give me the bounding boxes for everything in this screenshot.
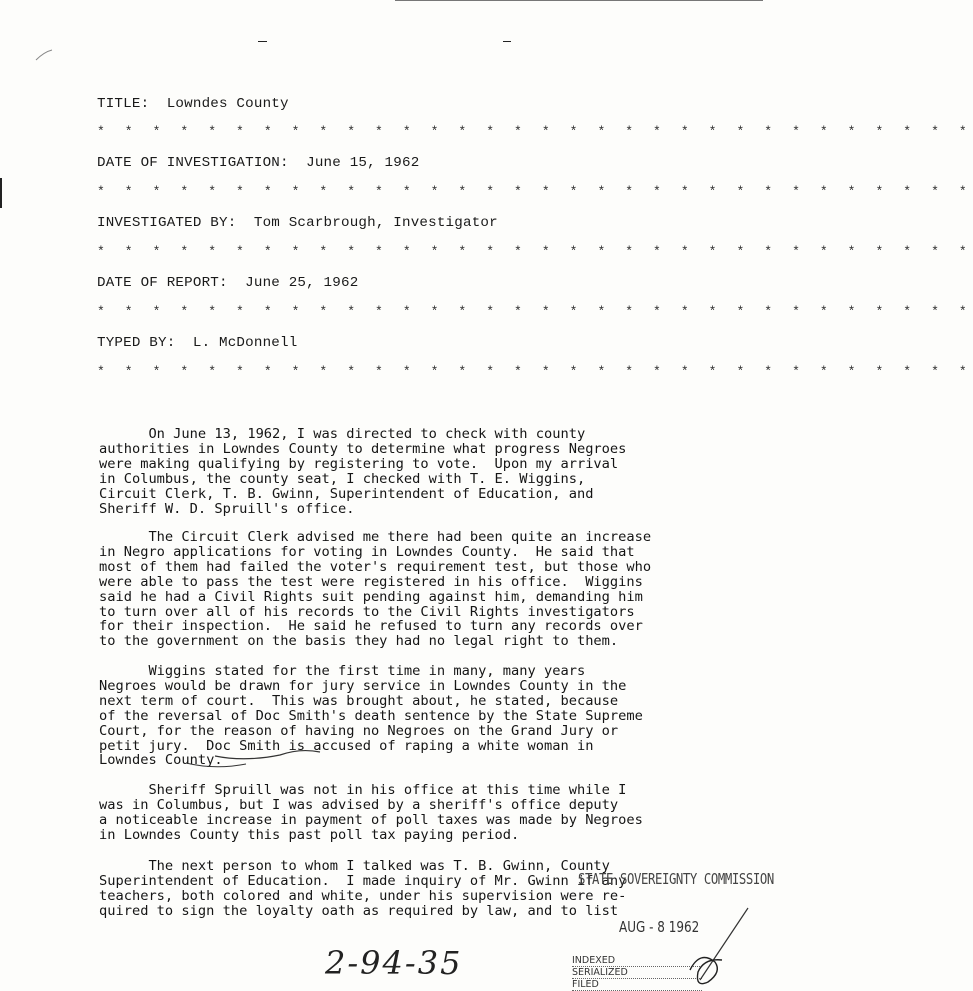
handwritten-file-number: 2-94-35 [325, 944, 463, 982]
stamp-date: AUG - 8 1962 [619, 918, 700, 936]
separator: * * * * * * * * * * * * * * * * * * * * * * * * * * * * * * * * [97, 304, 973, 319]
body-paragraph: Sheriff Spruill was not in his office at this time while I was in Columbus, but I was advised by a sheriff's office deputy a noticeable increase in payment of poll taxes was made by Negroes in Lowndes County this past poll tax paying period. [99, 782, 643, 843]
top-edge-line [395, 0, 763, 4]
body-paragraph: The next person to whom I talked was T. B. Gwinn, County Superintendent of Education. I made inquiry of Mr. Gwinn if any teachers, both colored and white, under his supervision were re- quired to sign the loyalty oath as required by law, and to list [99, 858, 627, 919]
body-paragraph: The Circuit Clerk advised me there had been quite an increase in Negro applications for voting in Lowndes County. He said that most of them had failed the voter's requirement test, but those who were able to pass the test were registered in his office. Wiggins said he had a Civil Rights suit pending against him, demanding him to turn over all of his records to the Civil Rights investigators for their inspection. He said he refused to turn any records over to the government on the basis they had no legal right to them. [99, 529, 652, 650]
separator: * * * * * * * * * * * * * * * * * * * * * * * * * * * * * * * * [97, 184, 973, 199]
scan-mark [258, 41, 267, 42]
separator: * * * * * * * * * * * * * * * * * * * * * * * * * * * * * * * * [97, 364, 973, 379]
body-paragraph: On June 13, 1962, I was directed to check with county authorities in Lowndes County to determine what progress Negroes were making qualifying by registering to vote. Upon my arrival in Columbus, the county seat, I checked with T. E. Wiggins, Circuit Clerk, T. B. Gwinn, Superintendent of Education, and Sheriff W. D. Spruill's office. [99, 426, 627, 517]
indexed-label: INDEXED [572, 955, 702, 967]
commission-stamp: STATE SOVEREIGNTY COMMISSION [578, 870, 774, 888]
investigated-by-field: INVESTIGATED BY: Tom Scarbrough, Investigator [97, 215, 498, 231]
title-field: TITLE: Lowndes County [97, 96, 289, 112]
typed-by-field: TYPED BY: L. McDonnell [97, 335, 298, 351]
scan-mark [0, 178, 2, 208]
date-of-investigation-field: DATE OF INVESTIGATION: June 15, 1962 [97, 155, 420, 171]
separator: * * * * * * * * * * * * * * * * * * * * * * * * * * * * * * * * [97, 244, 973, 259]
scan-mark [503, 41, 511, 42]
filed-label: FILED [572, 979, 702, 991]
separator: * * * * * * * * * * * * * * * * * * * * * * * * * * * * * * * * [97, 124, 973, 139]
handwritten-initials-signature [660, 900, 760, 990]
date-of-report-field: DATE OF REPORT: June 25, 1962 [97, 275, 359, 291]
body-paragraph: Wiggins stated for the first time in many, many years Negroes would be drawn for jury service in Lowndes County in the next term of court. This was brought about, he stated, because of the reversal of Doc Smith's death sentence by the State Supreme Court, for the reason of having no Negroes on the Grand Jury or petit jury. Doc Smith is accused of raping a white woman in Lowndes County. [99, 663, 643, 769]
serialized-label: SERIALIZED [572, 967, 702, 979]
